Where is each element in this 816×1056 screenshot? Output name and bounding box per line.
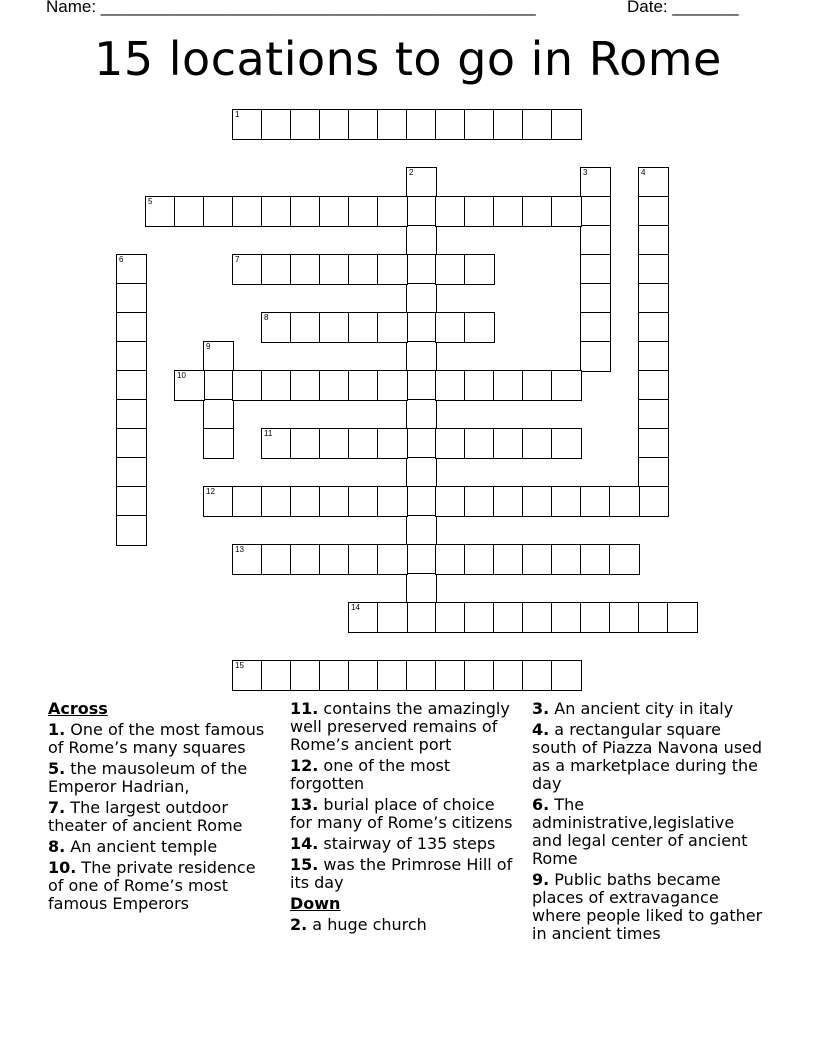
grid-cell[interactable] [116,370,147,401]
grid-cell[interactable] [348,602,379,633]
grid-cell[interactable] [638,399,669,430]
grid-cell[interactable] [435,544,466,575]
cell-number: 11 [264,429,273,438]
grid-cell[interactable] [377,196,408,227]
grid-cell[interactable] [638,602,669,633]
grid-cell[interactable] [493,660,524,691]
clue-down-6: 6. The administrative,legislative and legal center of ancient Rome [532,795,748,868]
grid-cell[interactable] [667,602,698,633]
grid-cell[interactable] [290,660,321,691]
grid-cell[interactable] [580,167,611,198]
clue-across-1: 1. One of the most famous of Rome’s many squares [48,720,265,757]
grid-cell[interactable] [638,312,669,343]
grid-cell[interactable] [319,428,350,459]
grid-cell[interactable] [435,428,466,459]
grid-cell[interactable] [522,544,553,575]
grid-cell[interactable] [377,428,408,459]
grid-cell[interactable] [377,544,408,575]
grid-cell[interactable] [406,573,437,604]
grid-cell[interactable] [232,370,263,401]
date-field-label: Date: _______ [627,0,739,16]
grid-cell[interactable] [232,544,263,575]
grid-cell[interactable] [551,660,582,691]
grid-cell[interactable] [203,486,234,517]
grid-cell[interactable] [638,254,669,285]
grid-cell[interactable] [406,428,437,459]
grid-cell[interactable] [638,486,669,517]
grid-cell[interactable] [580,196,611,227]
grid-cell[interactable] [261,486,292,517]
grid-cell[interactable] [319,109,350,140]
grid-cell[interactable] [522,602,553,633]
grid-cell[interactable] [348,486,379,517]
grid-cell[interactable] [203,370,234,401]
grid-cell[interactable] [174,370,205,401]
grid-cell[interactable] [203,196,234,227]
clue-across-7: 7. The largest outdoor theater of ancient Rome [48,798,243,835]
clue-down-3: 3. An ancient city in italy [532,699,734,718]
grid-cell[interactable] [116,283,147,314]
grid-cell[interactable] [493,486,524,517]
cell-number: 13 [235,545,244,554]
grid-cell[interactable] [406,225,437,256]
grid-cell[interactable] [348,544,379,575]
grid-cell[interactable] [348,196,379,227]
cell-number: 5 [148,197,153,206]
grid-cell[interactable] [638,196,669,227]
grid-cell[interactable] [522,660,553,691]
clue-down-2: 2. a huge church [290,915,427,934]
grid-cell[interactable] [435,370,466,401]
grid-cell[interactable] [290,544,321,575]
grid-cell[interactable] [116,515,147,546]
clue-across-11: 11. contains the amazingly well preserved remains of Rome’s ancient port [290,699,510,754]
clue-across-12: 12. one of the most forgotten [290,756,451,793]
grid-cell[interactable] [116,486,147,517]
grid-cell[interactable] [261,370,292,401]
grid-cell[interactable] [522,196,553,227]
grid-cell[interactable] [464,660,495,691]
grid-cell[interactable] [319,254,350,285]
grid-cell[interactable] [261,254,292,285]
grid-cell[interactable] [261,196,292,227]
grid-cell[interactable] [348,109,379,140]
grid-cell[interactable] [522,109,553,140]
grid-cell[interactable] [580,283,611,314]
grid-cell[interactable] [348,660,379,691]
grid-cell[interactable] [290,428,321,459]
grid-cell[interactable] [290,196,321,227]
grid-cell[interactable] [406,283,437,314]
clue-down-4: 4. a rectangular square south of Piazza Navona used as a marketplace during the day [532,720,763,793]
grid-cell[interactable] [116,428,147,459]
grid-cell[interactable] [493,109,524,140]
grid-cell[interactable] [464,196,495,227]
grid-cell[interactable] [435,602,466,633]
grid-cell[interactable] [580,544,611,575]
grid-cell[interactable] [377,109,408,140]
cell-number: 12 [206,487,215,496]
grid-cell[interactable] [261,109,292,140]
grid-cell[interactable] [609,486,640,517]
clue-across-5: 5. the mausoleum of the Emperor Hadrian, [48,759,248,796]
name-field-label: Name: ______________________________________________ [46,0,536,16]
cell-number: 8 [264,313,269,322]
grid-cell[interactable] [290,254,321,285]
grid-cell[interactable] [580,225,611,256]
grid-cell[interactable] [232,486,263,517]
grid-cell[interactable] [435,254,466,285]
grid-cell[interactable] [203,399,234,430]
grid-cell[interactable] [261,312,292,343]
down-heading: Down [290,894,341,913]
grid-cell[interactable] [348,370,379,401]
grid-cell[interactable] [203,428,234,459]
grid-cell[interactable] [464,486,495,517]
grid-cell[interactable] [551,544,582,575]
cell-number: 14 [351,603,360,612]
grid-cell[interactable] [580,312,611,343]
grid-cell[interactable] [609,544,640,575]
grid-cell[interactable] [406,399,437,430]
across-heading: Across [48,699,108,718]
grid-cell[interactable] [261,428,292,459]
grid-cell[interactable] [319,312,350,343]
clues-column-1 [48,700,273,916]
grid-cell[interactable] [319,660,350,691]
grid-cell[interactable] [493,428,524,459]
grid-cell[interactable] [638,457,669,488]
cell-number: 2 [409,168,414,177]
grid-cell[interactable] [348,428,379,459]
grid-cell[interactable] [406,544,437,575]
grid-cell[interactable] [406,341,437,372]
grid-cell[interactable] [406,109,437,140]
grid-cell[interactable] [464,370,495,401]
grid-cell[interactable] [319,486,350,517]
grid-cell[interactable] [261,544,292,575]
grid-cell[interactable] [464,312,495,343]
grid-cell[interactable] [232,109,263,140]
grid-cell[interactable] [580,254,611,285]
clue-across-15: 15. was the Primrose Hill of its day [290,855,513,892]
grid-cell[interactable] [522,370,553,401]
grid-cell[interactable] [232,196,263,227]
grid-cell[interactable] [406,312,437,343]
grid-cell[interactable] [609,602,640,633]
grid-cell[interactable] [551,196,582,227]
grid-cell[interactable] [464,602,495,633]
grid-cell[interactable] [493,196,524,227]
grid-cell[interactable] [406,370,437,401]
grid-cell[interactable] [522,486,553,517]
grid-cell[interactable] [319,544,350,575]
grid-cell[interactable] [406,167,437,198]
grid-cell[interactable] [464,428,495,459]
grid-cell[interactable] [464,544,495,575]
grid-cell[interactable] [551,109,582,140]
page-title: 15 locations to go in Rome [94,32,722,86]
grid-cell[interactable] [406,515,437,546]
clue-across-10: 10. The private residence of one of Rome’s most famous Emperors [48,858,256,913]
grid-cell[interactable] [377,602,408,633]
grid-cell[interactable] [261,660,292,691]
grid-cell[interactable] [435,196,466,227]
grid-cell[interactable] [638,283,669,314]
grid-cell[interactable] [638,167,669,198]
grid-cell[interactable] [435,109,466,140]
grid-cell[interactable] [638,341,669,372]
grid-cell[interactable] [464,254,495,285]
grid-cell[interactable] [116,399,147,430]
grid-cell[interactable] [580,341,611,372]
grid-cell[interactable] [116,312,147,343]
grid-cell[interactable] [493,602,524,633]
grid-cell[interactable] [145,196,176,227]
clue-down-9: 9. Public baths became places of extravagance where people liked to gather in ancient times [532,870,763,943]
grid-cell[interactable] [493,544,524,575]
cell-number: 15 [235,661,244,670]
cell-number: 4 [641,168,646,177]
grid-cell[interactable] [232,660,263,691]
grid-cell[interactable] [551,486,582,517]
grid-cell[interactable] [551,370,582,401]
grid-cell[interactable] [464,109,495,140]
clues-column-2 [290,700,520,937]
grid-cell[interactable] [348,312,379,343]
grid-cell[interactable] [406,196,437,227]
cell-number: 10 [177,371,186,380]
grid-cell[interactable] [580,486,611,517]
grid-cell[interactable] [377,312,408,343]
grid-cell[interactable] [522,428,553,459]
grid-cell[interactable] [232,254,263,285]
grid-cell[interactable] [406,602,437,633]
grid-cell[interactable] [116,254,147,285]
grid-cell[interactable] [377,486,408,517]
grid-cell[interactable] [580,602,611,633]
grid-cell[interactable] [290,370,321,401]
grid-cell[interactable] [638,370,669,401]
grid-cell[interactable] [551,428,582,459]
grid-cell[interactable] [406,254,437,285]
grid-cell[interactable] [116,341,147,372]
cell-number: 6 [119,255,124,264]
grid-cell[interactable] [406,660,437,691]
grid-cell[interactable] [406,457,437,488]
grid-cell[interactable] [638,225,669,256]
grid-cell[interactable] [290,486,321,517]
grid-cell[interactable] [435,312,466,343]
grid-cell[interactable] [203,341,234,372]
grid-cell[interactable] [174,196,205,227]
grid-cell[interactable] [377,370,408,401]
grid-cell[interactable] [319,370,350,401]
clues-column-3 [532,700,768,946]
cell-number: 3 [583,168,588,177]
cell-number: 9 [206,342,211,351]
cell-number: 1 [235,110,240,119]
grid-cell[interactable] [116,457,147,488]
grid-cell[interactable] [377,254,408,285]
grid-cell[interactable] [435,486,466,517]
grid-cell[interactable] [638,428,669,459]
grid-cell[interactable] [377,660,408,691]
clue-across-13: 13. burial place of choice for many of Rome’s citizens [290,795,513,832]
grid-cell[interactable] [493,370,524,401]
grid-cell[interactable] [435,660,466,691]
clue-across-8: 8. An ancient temple [48,837,218,856]
grid-cell[interactable] [290,312,321,343]
grid-cell[interactable] [406,486,437,517]
grid-cell[interactable] [319,196,350,227]
grid-cell[interactable] [348,254,379,285]
grid-cell[interactable] [551,602,582,633]
grid-cell[interactable] [290,109,321,140]
clue-across-14: 14. stairway of 135 steps [290,834,496,853]
cell-number: 7 [235,255,240,264]
